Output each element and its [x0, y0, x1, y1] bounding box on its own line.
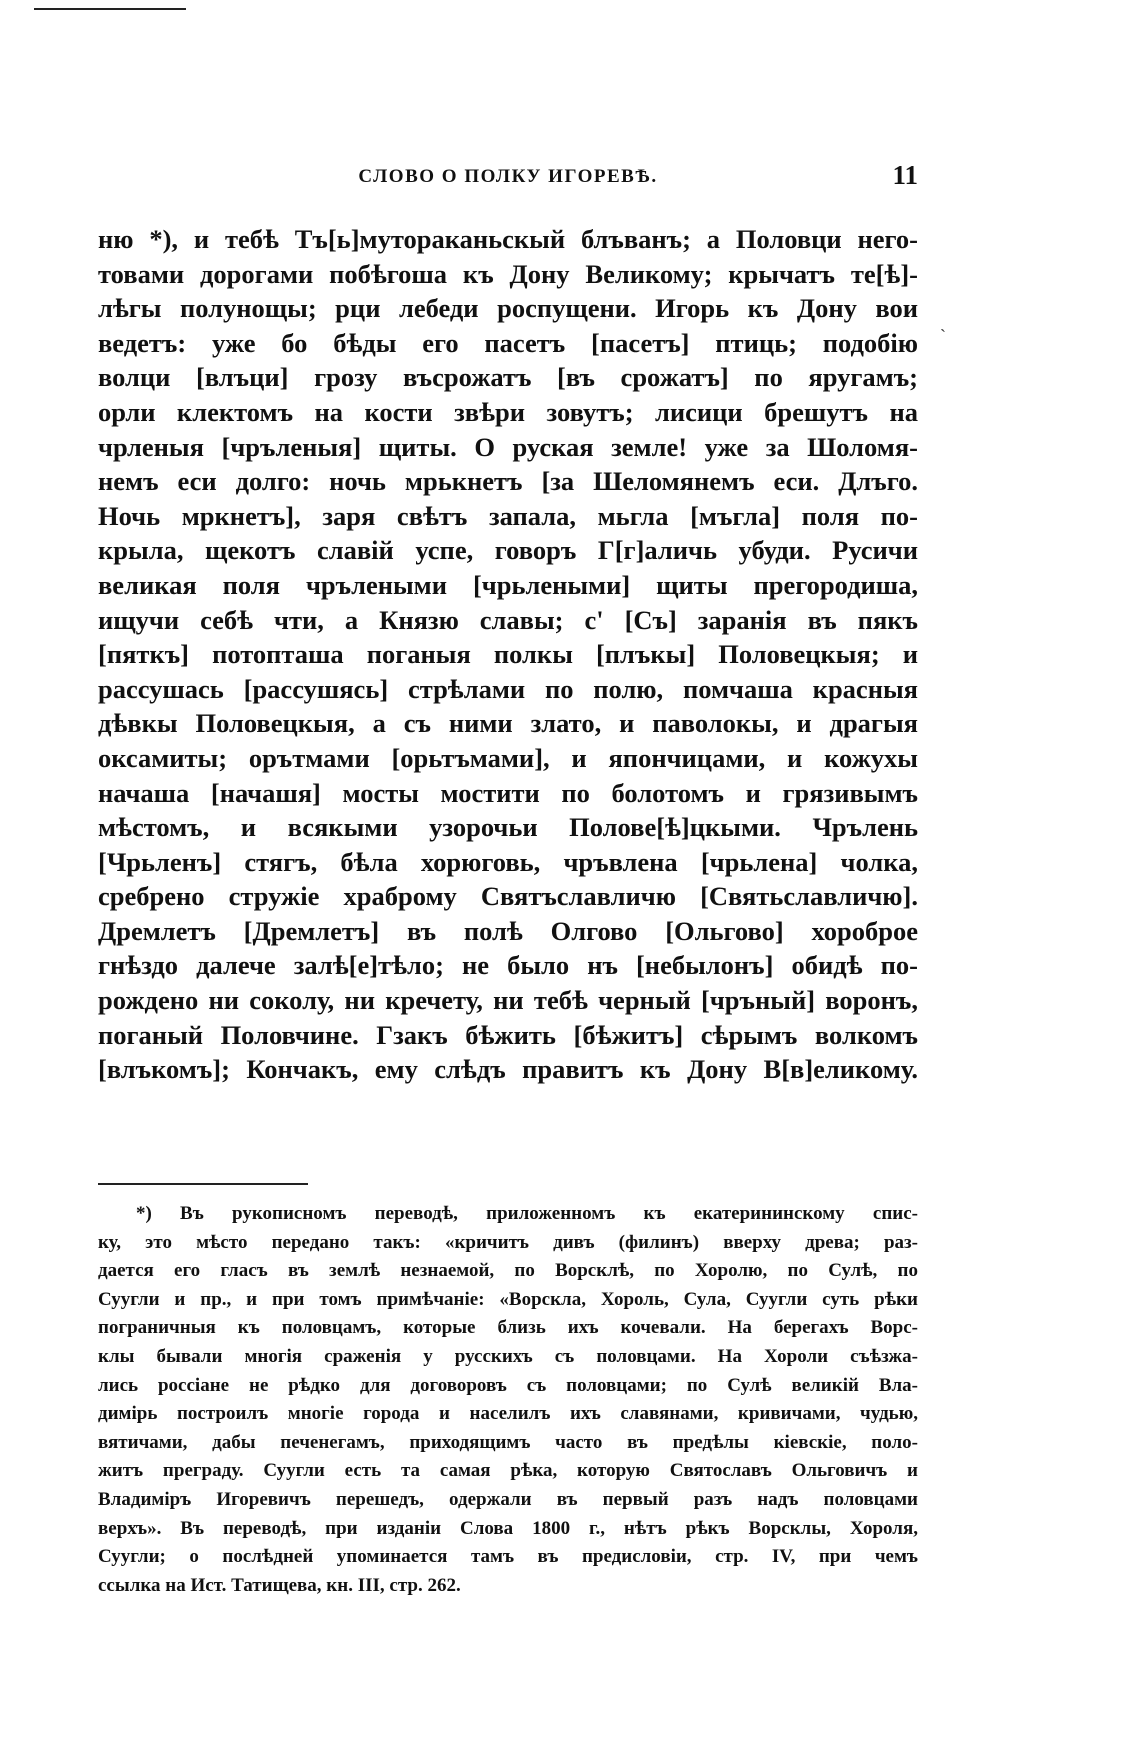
body-line: рассушась [рассушясь] стрѣлами по полю, помчаша красныя [98, 673, 918, 704]
body-line: [влъкомъ]; Кончакъ, ему слѣдъ правитъ къ Дону В[в]еликому. [98, 1054, 918, 1085]
footnote-line: лись россіане не рѣдко для договоровъ съ половцами; по Сулѣ великій Вла- [98, 1374, 918, 1396]
footnote-line: Суугли и пр., и при томъ примѣчаніе: «Ворскла, Хороль, Сула, Суугли суть рѣки [98, 1288, 918, 1310]
footnote-line: клы бывали многія сраженія у русскихъ съ половцами. На Хороли съѣзжа- [98, 1345, 918, 1367]
footnote-line: ссылка на Ист. Татищева, кн. III, стр. 262. [98, 1574, 461, 1596]
body-line: сребрено стружіе храброму Святъславличю [Святьславличю]. [98, 881, 918, 912]
body-line: ню *), и тебѣ Тъ[ь]мутораканьскый блъванъ; а Половци него- [98, 224, 918, 254]
body-line: лѣгы полунощы; рци лебеди роспущени. Игорь къ Дону вои [98, 293, 918, 324]
body-line: немъ еси долго: ночь мрькнетъ [за Шеломянемъ еси. Длъго. [98, 466, 918, 497]
footnote [98, 1200, 918, 1600]
body-line: оксамиты; орътмами [орьтъмами], и япончицами, и кожухы [98, 742, 918, 773]
body-line: ведетъ: уже бо бѣды его пасетъ [пасетъ] птиць; подобію [98, 327, 918, 358]
body-line: гнѣздо далече залѣ[е]тѣло; не было нъ [небылонъ] обидѣ по- [98, 950, 918, 981]
footnote-line: вятичами, дабы печенегамъ, приходящимъ часто въ предѣлы кіевскіе, поло- [98, 1431, 918, 1453]
footnote-line: *) Въ рукописномъ переводѣ, приложенномъ къ екатерининскому спис- [136, 1203, 918, 1224]
body-line: [Чрьленъ] стягъ, бѣла хорюговь, чръвлена [чрьлена] чолка, [98, 846, 918, 877]
footnote-line: дается его гласъ въ землѣ незнаемой, по Ворсклѣ, по Хоролю, по Сулѣ, по [98, 1260, 918, 1282]
body-line: товами дорогами побѣгоша къ Дону Великому; крычатъ те[ѣ]- [98, 258, 918, 289]
body-line: рождено ни соколу, ни кречету, ни тебѣ черный [чръный] воронъ, [98, 985, 918, 1016]
body-line: мѣстомъ, и всякыми узорочьи Полове[ѣ]цкыми. Чрълень [98, 812, 918, 843]
margin-mark: ˎ [940, 312, 946, 332]
footnote-line: димірь построилъ многіе города и населилъ ихъ славянами, кривичами, чудью, [98, 1403, 918, 1425]
body-line: начаша [начашя] мосты мостити по болотомъ и грязивымъ [98, 777, 918, 808]
body-line: Ночь мркнетъ], заря свѣтъ запала, мьгла [мъгла] поля по- [98, 500, 918, 531]
page-title: СЛОВО О ПОЛКУ ИГОРЕВѢ. [358, 166, 658, 187]
body-line: чрленыя [чръленыя] щиты. О руская земле! уже за Шоломя- [98, 431, 918, 462]
running-header [98, 160, 918, 196]
footnote-line: Суугли; о послѣдней упоминается тамъ въ предисловіи, стр. IV, при чемъ [98, 1546, 918, 1568]
footnote-line: верхъ». Въ переводѣ, при изданіи Слова 1800 г., нѣтъ рѣкъ Ворсклы, Хороля, [98, 1517, 918, 1539]
body-line: [пяткъ] потопташа поганыя полкы [плъкы] Половецкыя; и [98, 639, 918, 670]
body-line: волци [влъци] грозу въсрожатъ [въ срожатъ] по яругамъ; [98, 362, 918, 393]
body-line: орли клектомъ на кости звѣри зовутъ; лисици брешутъ на [98, 396, 918, 427]
footnote-line: ку, это мѣсто передано такъ: «кричитъ дивъ (филинъ) вверху древа; раз- [98, 1231, 918, 1253]
page-number: 11 [892, 160, 918, 190]
body-line: ищучи себѣ чти, а Князю славы; с' [Съ] заранія въ пякъ [98, 604, 918, 635]
body-line: поганый Половчине. Гзакъ бѣжить [бѣжитъ] сѣрымъ волкомъ [98, 1019, 918, 1050]
footnote-line: пограничныя къ половцамъ, которые близь ихъ кочевали. На берегахъ Ворс- [98, 1317, 918, 1339]
body-line: великая поля чрълеными [чрьлеными] щиты прегородиша, [98, 569, 918, 600]
footnote-line: Владиміръ Игоревичъ перешедъ, одержали въ первый разъ надъ половцами [98, 1488, 918, 1510]
top-edge-rule [34, 8, 186, 10]
body-line: дѣвкы Половецкыя, а съ ними злато, и паволокы, и драгыя [98, 708, 918, 739]
footnote-line: житъ преграду. Суугли есть та самая рѣка, которую Святославъ Ольговичъ и [98, 1460, 918, 1482]
body-line: крыла, щекотъ славій успе, говоръ Г[г]аличь убуди. Русичи [98, 535, 918, 566]
body-line: Дремлетъ [Дремлетъ] въ полѣ Олгово [Ольгово] хороброе [98, 915, 918, 946]
body-text [98, 222, 918, 1087]
footnote-separator [98, 1183, 308, 1185]
